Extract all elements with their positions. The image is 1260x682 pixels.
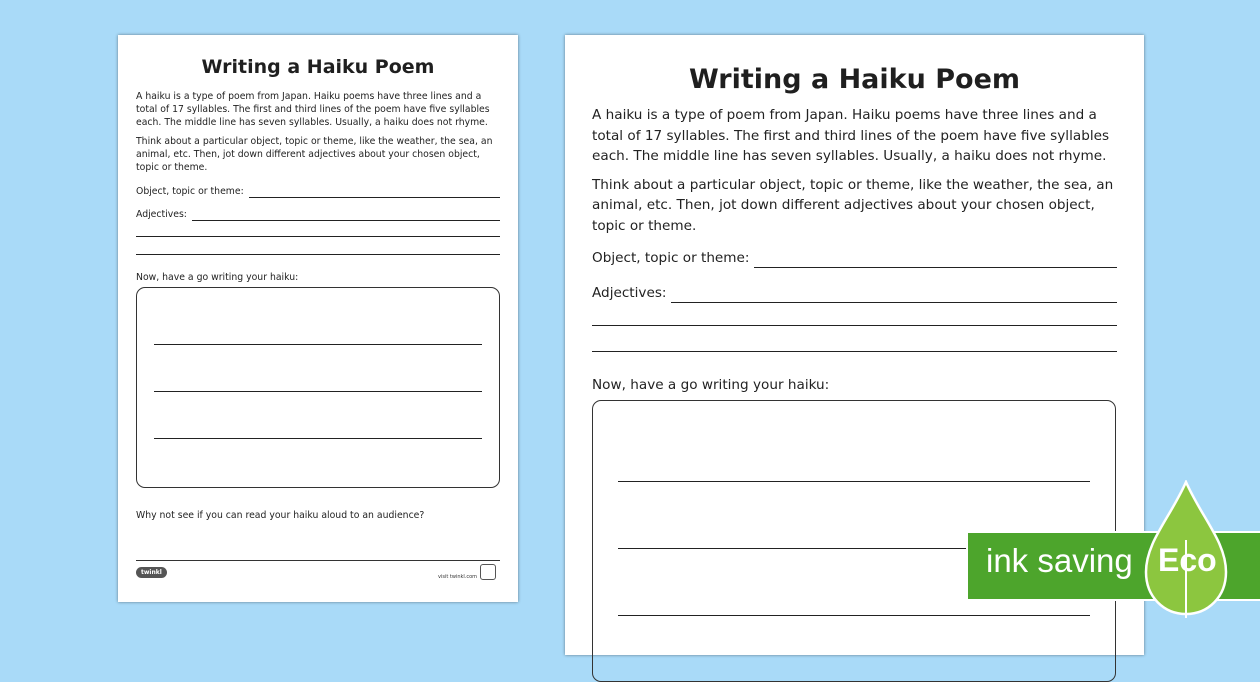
adjectives-label: Adjectives:	[136, 209, 187, 220]
adjectives-line[interactable]	[136, 236, 500, 237]
intro-paragraph: A haiku is a type of poem from Japan. Haiku poems have three lines and a total of 17 syllables. The first and third lines of the poem have five syllables each. The middle line has seven syllables. Usually, a haiku does not rhyme.	[136, 91, 490, 128]
adjectives-field[interactable]	[565, 281, 1144, 303]
worksheet-title: Writing a Haiku Poem	[201, 56, 435, 78]
writing-prompt: Now, have a go writing your haiku:	[592, 377, 830, 393]
instructions-paragraph: Think about a particular object, topic or theme, like the weather, the sea, an animal, etc. Then, jot down different adjectives about your chosen object, topic or theme.	[136, 136, 493, 173]
haiku-line[interactable]	[154, 438, 482, 439]
eco-label: Eco	[1158, 542, 1217, 578]
object-label: Object, topic or theme:	[592, 249, 750, 266]
object-label: Object, topic or theme:	[136, 186, 244, 197]
haiku-line[interactable]	[154, 344, 482, 345]
haiku-line[interactable]	[618, 481, 1090, 482]
closing-prompt: Why not see if you can read your haiku aloud to an audience?	[136, 510, 425, 521]
adjectives-line[interactable]	[592, 325, 1117, 326]
quality-stamp-icon	[480, 564, 496, 580]
writing-prompt: Now, have a go writing your haiku:	[136, 272, 299, 283]
haiku-line[interactable]	[154, 391, 482, 392]
haiku-line[interactable]	[618, 615, 1090, 616]
ink-saving-label: ink saving	[986, 542, 1133, 579]
adjectives-line[interactable]	[592, 351, 1117, 352]
adjectives-rule	[671, 302, 1117, 303]
adjectives-line[interactable]	[136, 254, 500, 255]
worksheet-title: Writing a Haiku Poem	[688, 64, 1021, 95]
object-field[interactable]	[565, 246, 1144, 268]
footer-divider	[136, 560, 500, 561]
haiku-writing-box[interactable]	[136, 287, 500, 488]
adjectives-label: Adjectives:	[592, 284, 667, 301]
worksheet-preview-small[interactable]	[118, 35, 518, 602]
object-field[interactable]	[118, 184, 518, 198]
footer-url: visit twinkl.com	[438, 574, 478, 580]
adjectives-rule	[192, 220, 500, 221]
twinkl-logo: twinkl	[136, 567, 167, 578]
instructions-paragraph: Think about a particular object, topic or theme, like the weather, the sea, an animal, etc. Then, jot down different adjectives about your chosen object, topic or theme.	[592, 176, 1114, 234]
object-rule	[754, 267, 1117, 268]
intro-paragraph: A haiku is a type of poem from Japan. Haiku poems have three lines and a total of 17 syllables. The first and third lines of the poem have five syllables each. The middle line has seven syllables. Usually, a haiku does not rhyme.	[592, 107, 1110, 164]
object-rule	[249, 197, 500, 198]
adjectives-field[interactable]	[118, 207, 518, 221]
